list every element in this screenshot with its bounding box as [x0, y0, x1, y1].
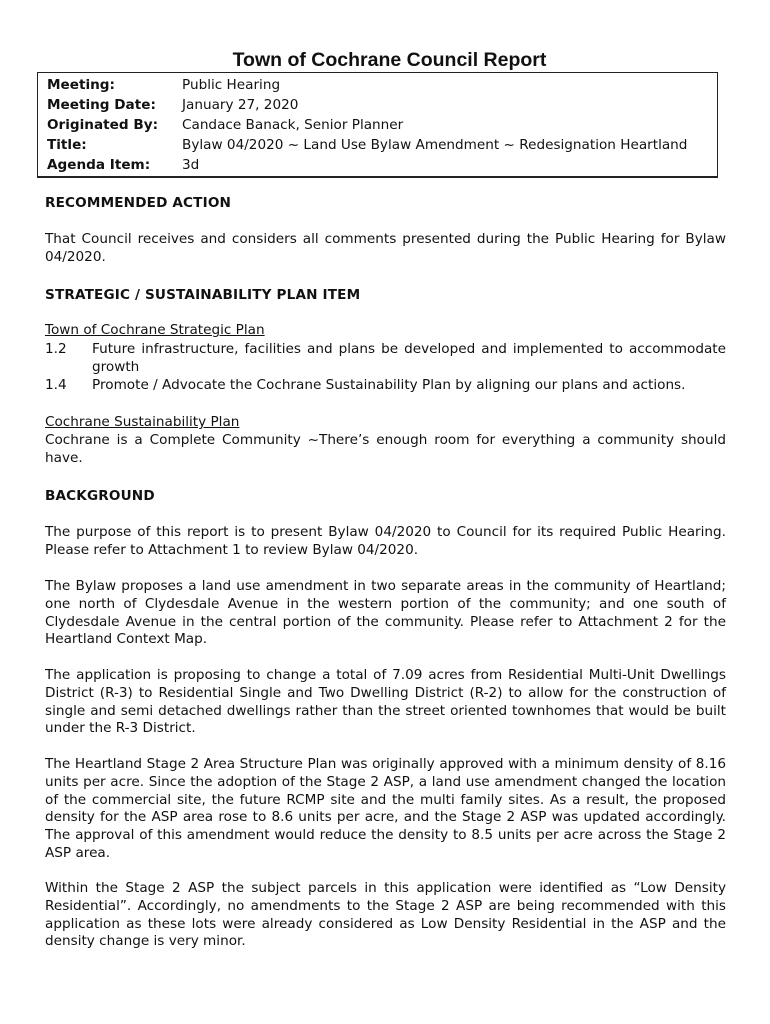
- meta-value: Public Hearing: [182, 77, 281, 93]
- background-heading: BACKGROUND: [45, 488, 155, 504]
- background-paragraph: The application is proposing to change a total of 7.09 acres from Residential Multi-Unit Dwellings District (R-3) to Residential Single and Two Dwelling District (R-2) to allow for the construction of single and semi detached dwellings rather than the street oriented townhomes that would be built under the R-3 District.: [45, 667, 726, 737]
- meta-value: Bylaw 04/2020 ~ Land Use Bylaw Amendment ~ Redesignation Heartland: [182, 137, 688, 153]
- meta-row-title: [47, 135, 717, 155]
- meta-value: January 27, 2020: [182, 97, 299, 113]
- meta-row-originated-by: [47, 115, 717, 135]
- list-item-text: Promote / Advocate the Cochrane Sustainability Plan by aligning our plans and actions.: [92, 377, 686, 393]
- meta-label: Title:: [47, 137, 87, 153]
- background-paragraph: The purpose of this report is to present Bylaw 04/2020 to Council for its required Public Hearing. Please refer to Attachment 1 to review Bylaw 04/2020.: [45, 524, 726, 558]
- recommended-action-text: That Council receives and considers all comments presented during the Public Hearing for Bylaw 04/2020.: [45, 231, 726, 265]
- meta-label: Meeting Date:: [47, 97, 156, 113]
- meta-label: Originated By:: [47, 117, 159, 133]
- meeting-info-table: [37, 72, 718, 178]
- meta-row-meeting-date: [47, 95, 717, 115]
- sustainability-plan-title: Cochrane Sustainability Plan: [45, 414, 240, 430]
- strategic-plan-heading: STRATEGIC / SUSTAINABILITY PLAN ITEM: [45, 287, 361, 303]
- list-item-text: Future infrastructure, facilities and plans be developed and implemented to accommodate growth: [92, 341, 726, 375]
- background-paragraph: The Bylaw proposes a land use amendment in two separate areas in the community of Heartland; one north of Clydesdale Avenue in the western portion of the community; and one south of Clydesdale Avenue in the central portion of the community. Please refer to Attachment 2 for the Heartland Context Map.: [45, 578, 726, 648]
- meta-value: 3d: [182, 157, 200, 173]
- list-item: [45, 341, 726, 377]
- list-item: [45, 377, 726, 395]
- report-page: [45, 49, 726, 178]
- background-paragraph: The Heartland Stage 2 Area Structure Plan was originally approved with a minimum density of 8.16 units per acre. Since the adoption of the Stage 2 ASP, a land use amendment changed the location of the commercial site, the future RCMP site and the multi family sites. As a result, the proposed density for the ASP area rose to 8.6 units per acre, and the Stage 2 ASP was updated accordingly. The approval of this amendment would reduce the density to 8.5 units per acre across the Stage 2 ASP area.: [45, 756, 726, 861]
- meta-row-meeting: [47, 75, 717, 95]
- meta-value: Candace Banack, Senior Planner: [182, 117, 404, 133]
- list-item-number: 1.2: [45, 341, 67, 357]
- list-item-number: 1.4: [45, 377, 67, 393]
- page-title: Town of Cochrane Council Report: [232, 49, 547, 71]
- meta-label: Meeting:: [47, 77, 115, 93]
- strategic-plan-title: Town of Cochrane Strategic Plan: [45, 322, 265, 338]
- background-paragraph: Within the Stage 2 ASP the subject parcels in this application were identified as “Low Density Residential”. Accordingly, no amendments to the Stage 2 ASP are being recommended with this application as these lots were already considered as Low Density Residential in the ASP and the density change is very minor.: [45, 880, 726, 950]
- recommended-action-heading: RECOMMENDED ACTION: [45, 195, 232, 211]
- meta-label: Agenda Item:: [47, 157, 151, 173]
- meta-row-agenda-item: [47, 155, 717, 175]
- sustainability-plan-text: Cochrane is a Complete Community ~There’s enough room for everything a community should have.: [45, 432, 726, 466]
